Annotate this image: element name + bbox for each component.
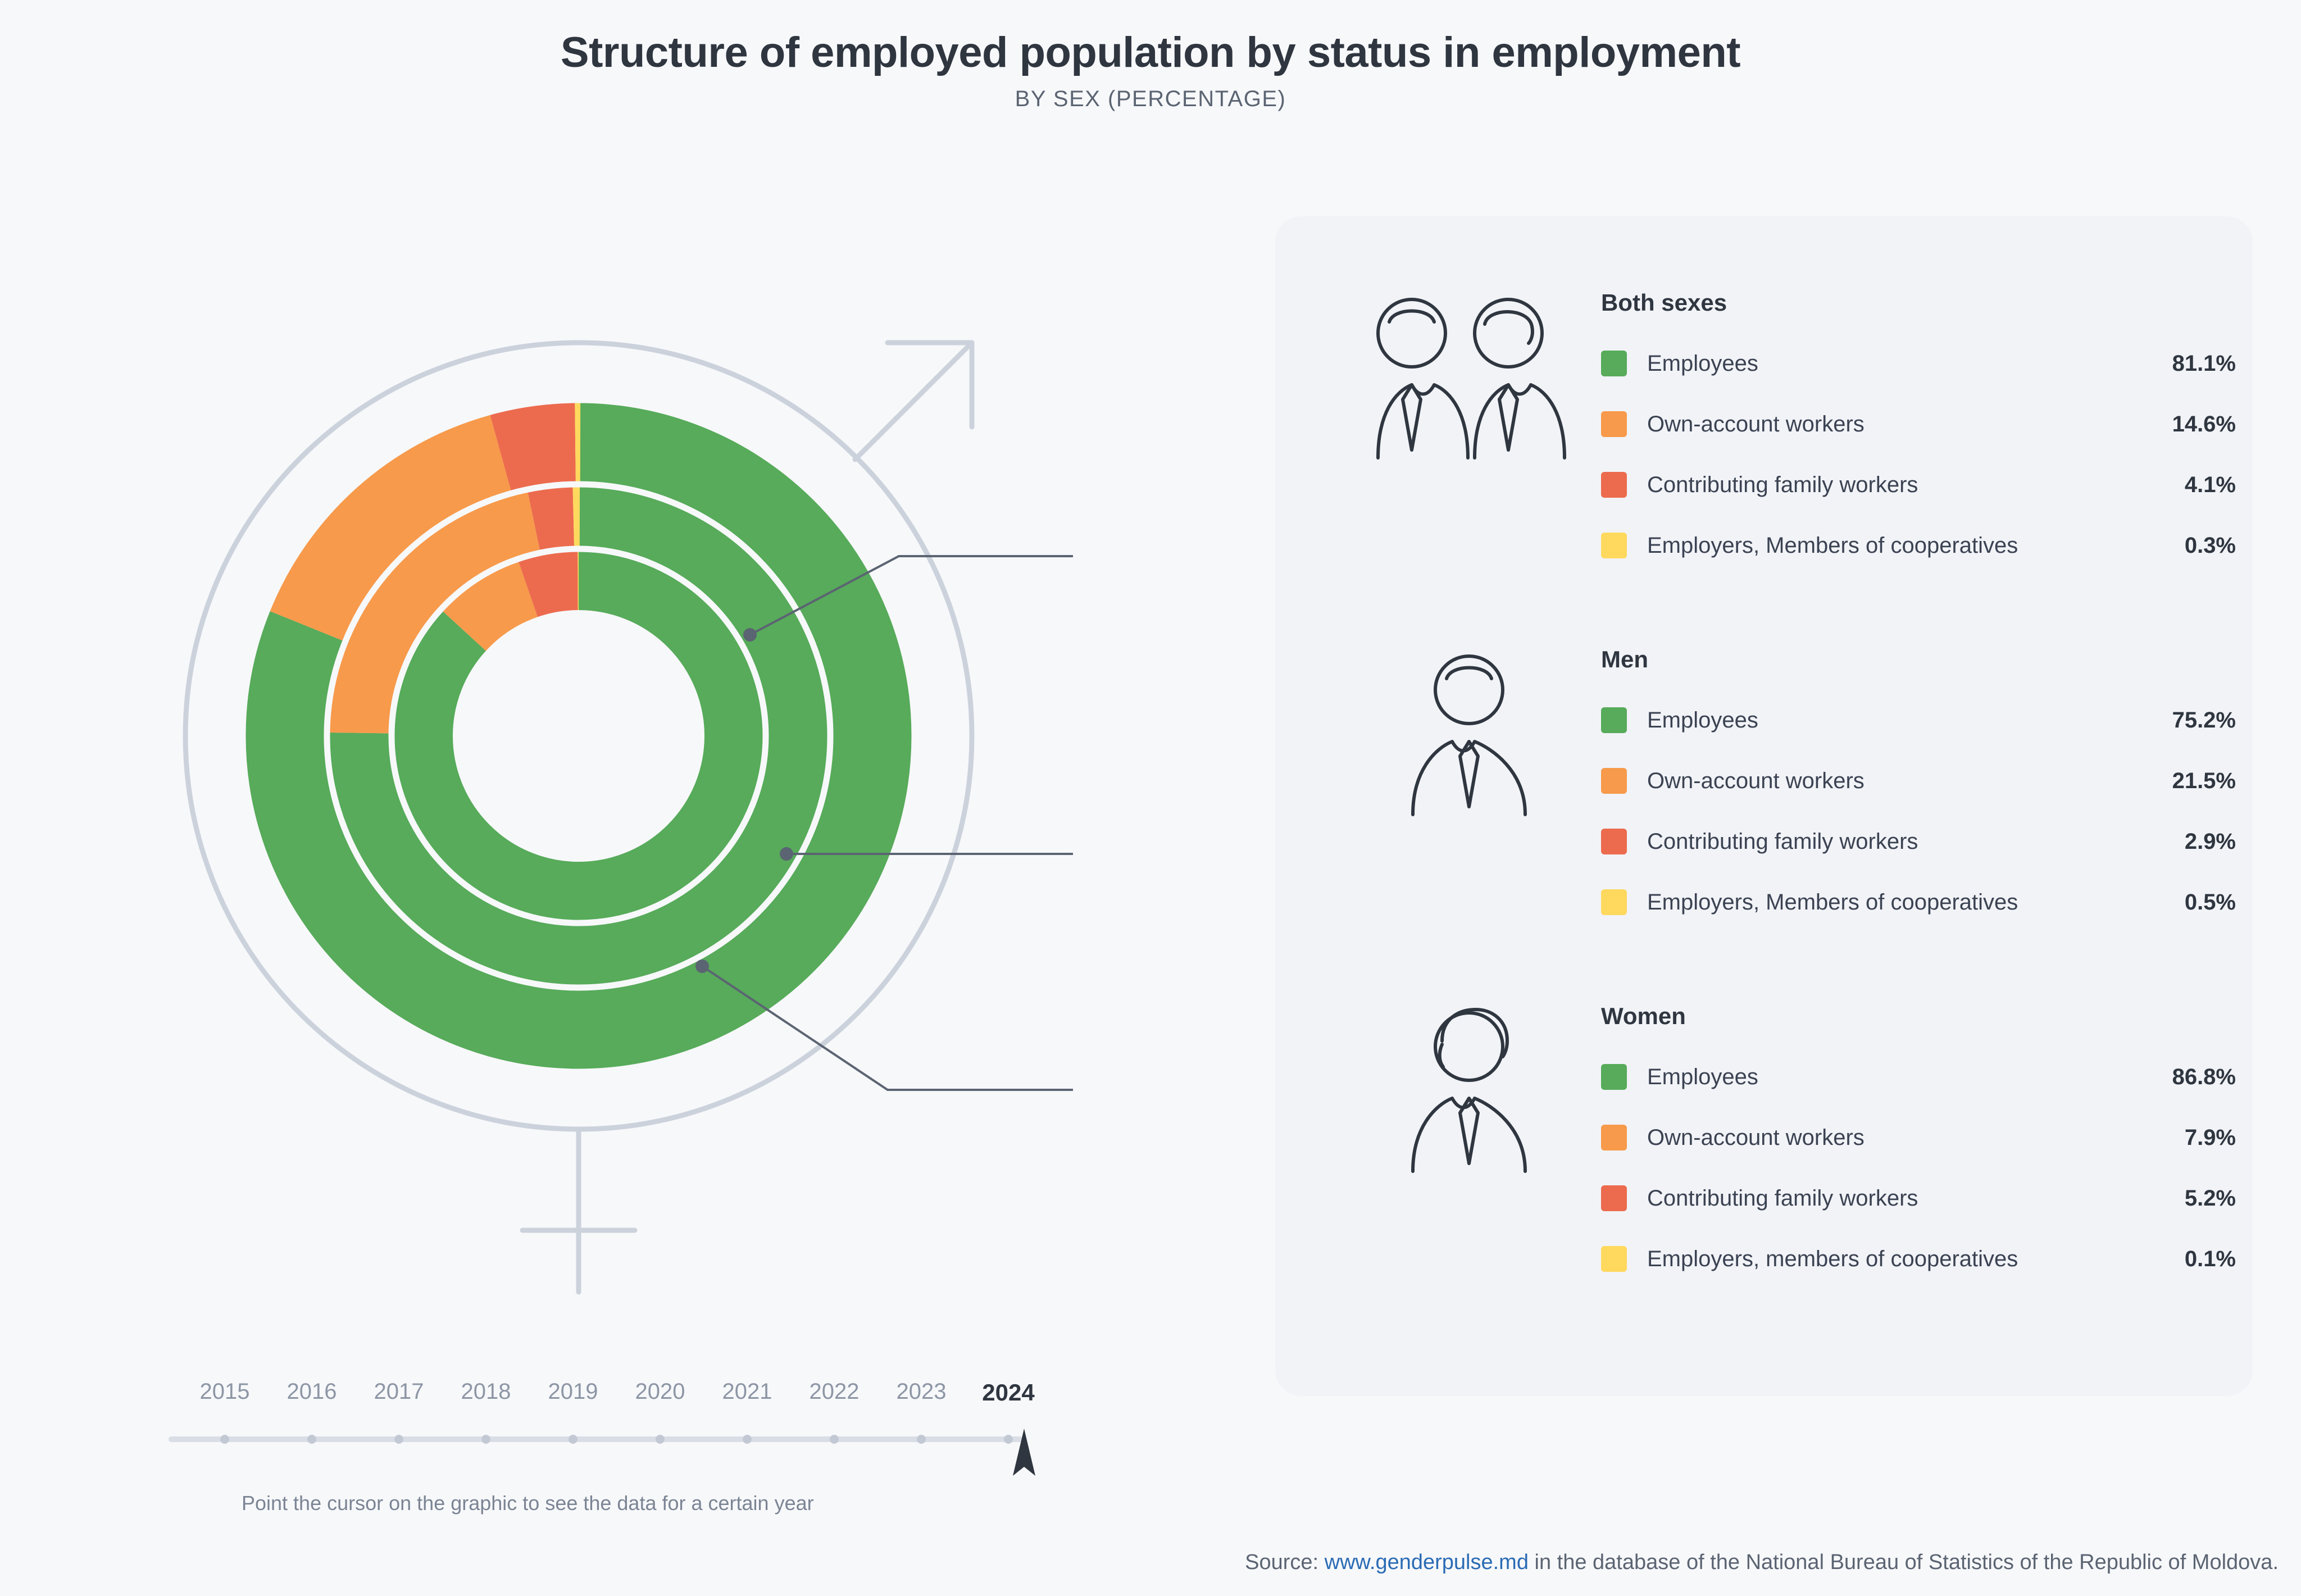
timeline-track[interactable]: [169, 1436, 1022, 1442]
year-label-2021[interactable]: 2021: [722, 1379, 772, 1404]
legend-value: 75.2%: [2172, 707, 2236, 733]
cursor-pointer-icon[interactable]: [1008, 1427, 1040, 1478]
timeline-tick-2019[interactable]: [569, 1435, 577, 1444]
timeline-tick-2023[interactable]: [917, 1435, 926, 1444]
year-label-2015[interactable]: 2015: [199, 1379, 250, 1404]
legend-item-employers[interactable]: [1601, 515, 2236, 576]
legend-item-contributing-family-workers[interactable]: [1601, 1168, 2236, 1229]
legend-label: Contributing family workers: [1647, 472, 1918, 497]
page-subtitle: BY SEX (PERCENTAGE): [1015, 86, 1286, 111]
legend-label: Contributing family workers: [1647, 1185, 1918, 1211]
source-note: [1245, 1550, 2279, 1575]
donut-chart[interactable]: [140, 242, 1073, 1309]
year-label-2018[interactable]: 2018: [461, 1379, 511, 1404]
legend-swatch-employees: [1601, 1064, 1627, 1090]
year-label-2017[interactable]: 2017: [374, 1379, 424, 1404]
legend-rows-both-sexes: [1601, 289, 2236, 576]
legend-label: Employees: [1647, 1064, 1758, 1089]
page-title: Structure of employed population by status in employment: [560, 29, 1741, 76]
legend-item-employers[interactable]: [1601, 872, 2236, 933]
legend-item-employers[interactable]: [1601, 1229, 2236, 1289]
year-label-2020[interactable]: 2020: [635, 1379, 685, 1404]
legend-value: 0.3%: [2184, 533, 2236, 558]
legend-label: Employers, Members of cooperatives: [1647, 533, 2018, 558]
legend-item-employees[interactable]: [1601, 1047, 2236, 1107]
both-sexes-icon: [1340, 289, 1587, 466]
legend-swatch-family-workers: [1601, 472, 1627, 498]
legend-item-own-account-workers[interactable]: [1601, 1107, 2236, 1168]
source-suffix: in the database of the National Bureau of Statistics of the Republic of Moldova.: [1528, 1550, 2279, 1574]
legend-swatch-employees: [1601, 707, 1627, 733]
legend-swatch-employers: [1601, 889, 1627, 915]
ring-women[interactable]: [422, 580, 735, 892]
legend-item-own-account-workers[interactable]: [1601, 751, 2236, 811]
legend-value: 4.1%: [2184, 472, 2236, 497]
legend-swatch-employers: [1601, 1246, 1627, 1272]
male-arrow-icon: [855, 343, 972, 460]
legend-label: Own-account workers: [1647, 411, 1865, 436]
legend-value: 0.1%: [2184, 1246, 2236, 1271]
legend-swatch-own-account: [1601, 768, 1627, 794]
legend-item-employees[interactable]: [1601, 333, 2236, 394]
legend-rows-women: [1601, 1003, 2236, 1289]
man-icon: [1407, 646, 1531, 823]
year-label-2022[interactable]: 2022: [809, 1379, 860, 1404]
legend-value: 2.9%: [2184, 829, 2236, 854]
donut-chart-svg[interactable]: [140, 242, 1073, 1309]
legend-value: 0.5%: [2184, 889, 2236, 915]
year-labels: [169, 1379, 1045, 1413]
year-label-2024[interactable]: 2024: [982, 1379, 1035, 1406]
legend-label: Employees: [1647, 351, 1758, 376]
timeline-tick-2022[interactable]: [830, 1435, 839, 1444]
legend-value: 7.9%: [2184, 1125, 2236, 1150]
legend-rows-men: [1601, 646, 2236, 933]
timeline-tick-2017[interactable]: [394, 1435, 403, 1444]
chart-header: [0, 29, 2301, 112]
timeline-tick-2021[interactable]: [743, 1435, 752, 1444]
legend-panel: [1275, 216, 2253, 1396]
legend-label: Contributing family workers: [1647, 829, 1918, 854]
legend-swatch-employers: [1601, 533, 1627, 558]
legend-value: 14.6%: [2172, 411, 2236, 436]
timeline-tick-2020[interactable]: [656, 1435, 665, 1444]
legend-value: 81.1%: [2172, 351, 2236, 376]
legend-value: 86.8%: [2172, 1064, 2236, 1089]
legend-swatch-employees: [1601, 351, 1627, 376]
legend-group-title: Both sexes: [1601, 289, 1727, 316]
legend-label: Employees: [1647, 707, 1758, 733]
year-timeline[interactable]: [169, 1379, 1045, 1475]
year-label-2019[interactable]: 2019: [548, 1379, 598, 1404]
legend-group-title: Women: [1601, 1003, 1686, 1029]
legend-item-contributing-family-workers[interactable]: [1601, 454, 2236, 515]
legend-label: Own-account workers: [1647, 1125, 1865, 1150]
timeline-tick-2015[interactable]: [220, 1435, 229, 1444]
source-prefix: Source:: [1245, 1550, 1325, 1574]
legend-swatch-family-workers: [1601, 829, 1627, 854]
year-label-2016[interactable]: 2016: [287, 1379, 337, 1404]
legend-label: Employers, members of cooperatives: [1647, 1246, 2018, 1271]
source-link[interactable]: www.genderpulse.md: [1324, 1550, 1529, 1574]
legend-label: Own-account workers: [1647, 768, 1865, 793]
timeline-tick-2018[interactable]: [481, 1435, 490, 1444]
legend-value: 21.5%: [2172, 768, 2236, 793]
legend-swatch-family-workers: [1601, 1185, 1627, 1211]
year-label-2023[interactable]: 2023: [896, 1379, 947, 1404]
legend-item-own-account-workers[interactable]: [1601, 394, 2236, 454]
female-cross-icon: [522, 1129, 635, 1292]
legend-swatch-own-account: [1601, 411, 1627, 437]
legend-value: 5.2%: [2184, 1185, 2236, 1211]
legend-swatch-own-account: [1601, 1125, 1627, 1151]
timeline-track-wrap[interactable]: [169, 1424, 1045, 1475]
legend-label: Employers, Members of cooperatives: [1647, 889, 2018, 915]
timeline-hint: Point the cursor on the graphic to see the data for a certain year: [242, 1492, 814, 1515]
legend-item-contributing-family-workers[interactable]: [1601, 811, 2236, 872]
woman-icon: [1407, 1003, 1531, 1180]
timeline-tick-2016[interactable]: [307, 1435, 316, 1444]
legend-item-employees[interactable]: [1601, 690, 2236, 751]
legend-group-title: Men: [1601, 646, 1648, 672]
